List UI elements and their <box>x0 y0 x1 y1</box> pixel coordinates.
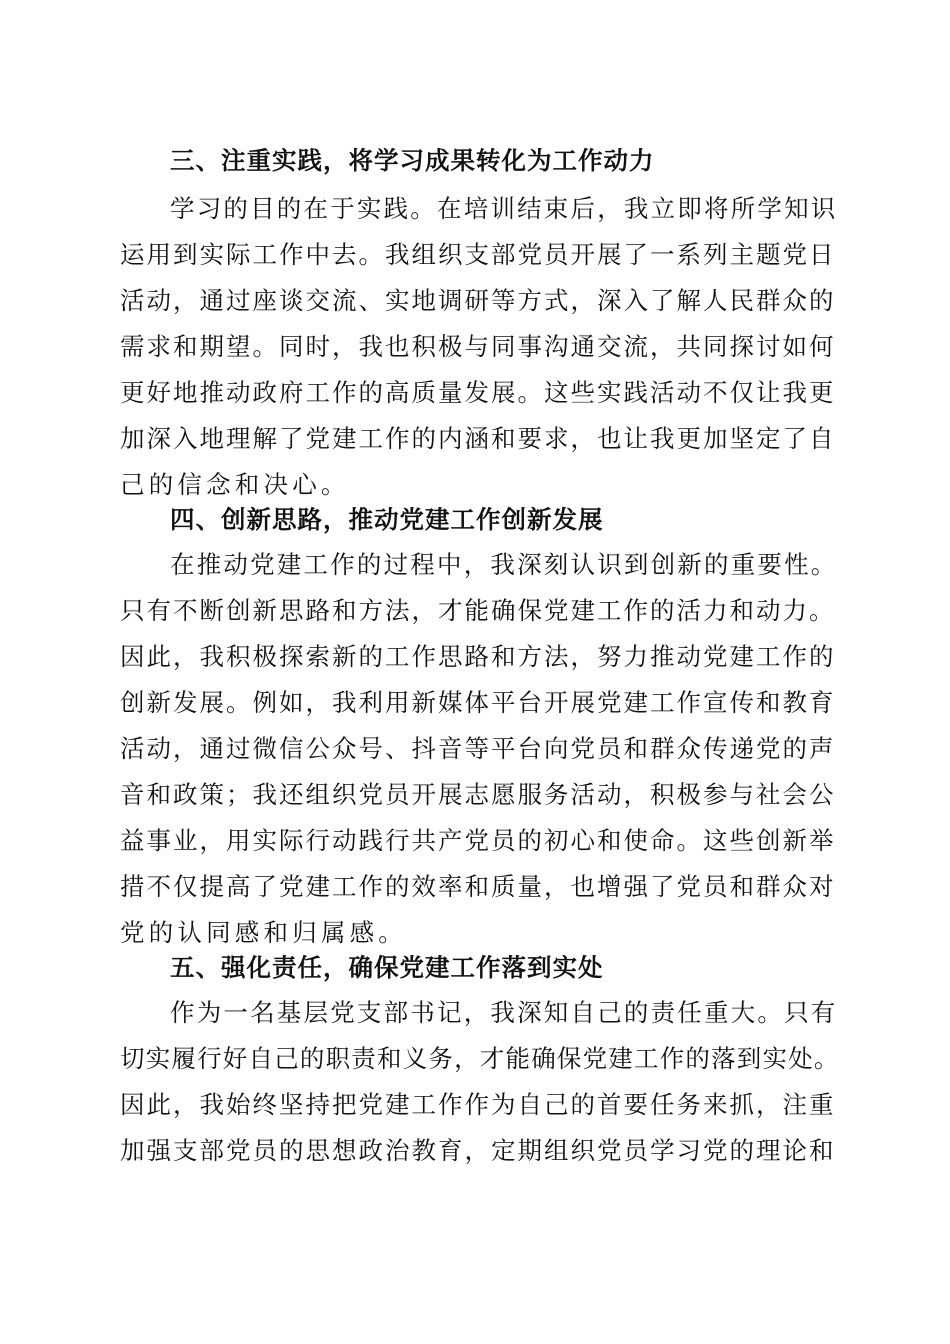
paragraph-line: 因此，我始终坚持把党建工作作为自己的首要任务来抓，注重 <box>120 1090 836 1119</box>
paragraph-line: 运用到实际工作中去。我组织支部党员开展了一系列主题党日 <box>120 240 836 269</box>
paragraph-line: 加深入地理解了党建工作的内涵和要求，也让我更加坚定了自 <box>120 424 836 453</box>
paragraph-line: 更好地推动政府工作的高质量发展。这些实践活动不仅让我更 <box>120 378 836 407</box>
paragraph-line: 活动，通过微信公众号、抖音等平台向党员和群众传递党的声 <box>120 734 836 763</box>
paragraph-line: 因此，我积极探索新的工作思路和方法，努力推动党建工作的 <box>120 642 836 671</box>
section-heading-3: 三、注重实践，将学习成果转化为工作动力 <box>170 146 655 175</box>
paragraph-line: 音和政策；我还组织党员开展志愿服务活动，积极参与社会公 <box>120 780 836 809</box>
paragraph-line: 学习的目的在于实践。在培训结束后，我立即将所学知识 <box>170 194 838 223</box>
paragraph-line: 需求和期望。同时，我也积极与同事沟通交流，共同探讨如何 <box>120 332 836 361</box>
paragraph-line: 只有不断创新思路和方法，才能确保党建工作的活力和动力。 <box>120 596 836 625</box>
paragraph-line: 益事业，用实际行动践行共产党员的初心和使命。这些创新举 <box>120 826 836 855</box>
paragraph-line: 创新发展。例如，我利用新媒体平台开展党建工作宣传和教育 <box>120 688 836 717</box>
paragraph-line: 党的认同感和归属感。 <box>120 918 407 947</box>
section-heading-5: 五、强化责任，确保党建工作落到实处 <box>170 953 604 982</box>
paragraph-line: 己的信念和决心。 <box>120 470 350 499</box>
paragraph-line: 在推动党建工作的过程中，我深刻认识到创新的重要性。 <box>170 550 838 579</box>
paragraph-line: 措不仅提高了党建工作的效率和质量，也增强了党员和群众对 <box>120 872 836 901</box>
paragraph-line: 作为一名基层党支部书记，我深知自己的责任重大。只有 <box>170 998 838 1027</box>
section-heading-4: 四、创新思路，推动党建工作创新发展 <box>170 505 604 534</box>
paragraph-line: 切实履行好自己的职责和义务，才能确保党建工作的落到实处。 <box>120 1044 840 1073</box>
paragraph-line: 加强支部党员的思想政治教育，定期组织党员学习党的理论和 <box>120 1136 836 1165</box>
paragraph-line: 活动，通过座谈交流、实地调研等方式，深入了解人民群众的 <box>120 286 836 315</box>
